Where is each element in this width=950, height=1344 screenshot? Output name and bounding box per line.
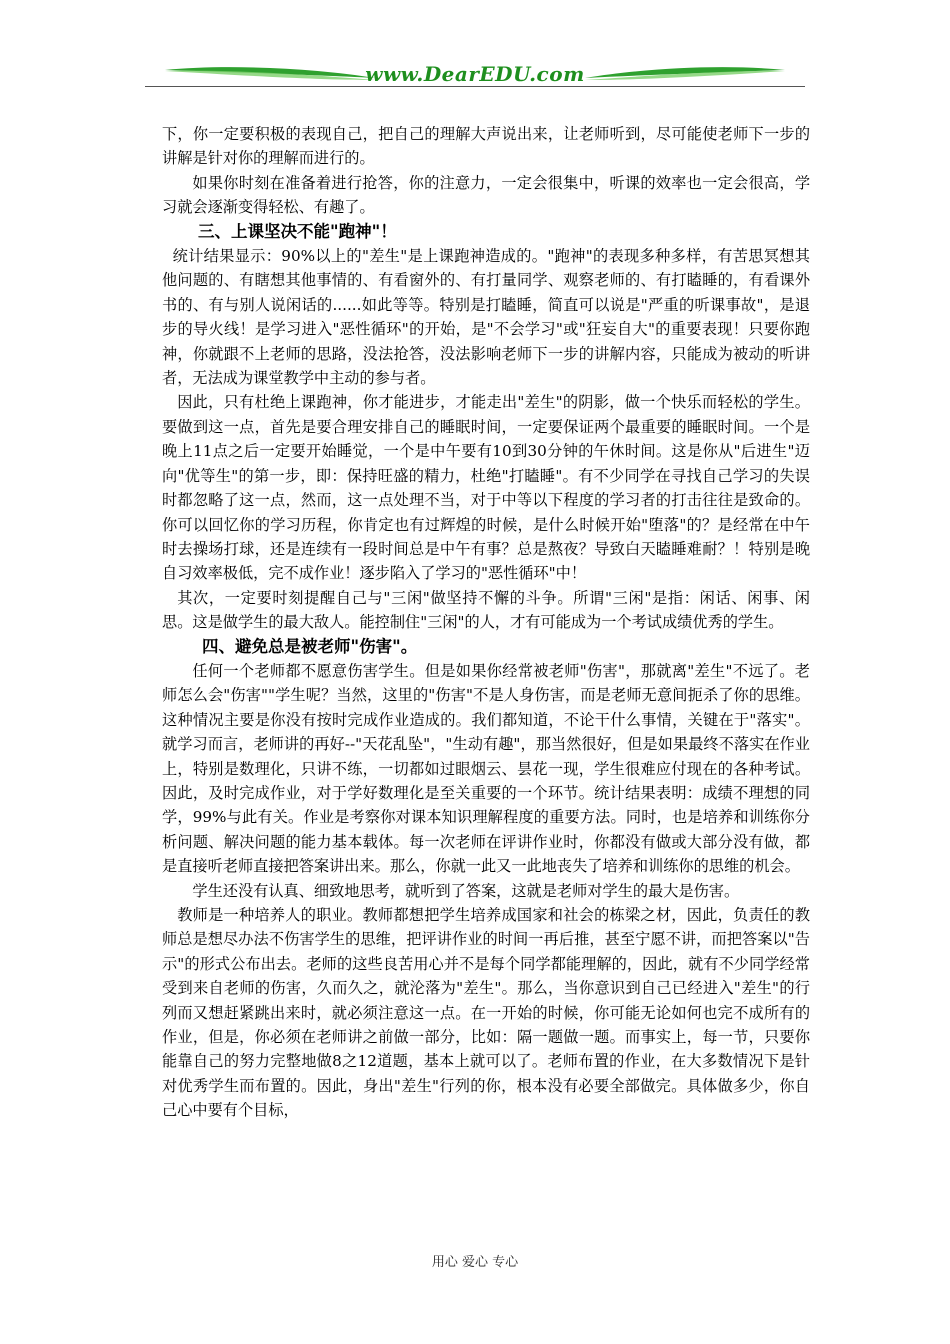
paragraph-5: 其次，一定要时刻提醒自己与"三闲"做坚持不懈的斗争。所谓"三闲"是指：闲话、闲事、闲思。这是做学生的最大敌人。能控制住"三闲"的人，才有可能成为一个考试成绩优秀的学生。 — [162, 588, 810, 632]
article-body — [162, 122, 810, 1123]
site-logo-text: www.DearEDU.com — [365, 62, 585, 86]
paragraph-1: 下，你一定要积极的表现自己，把自己的理解大声说出来，让老师听到，尽可能使老师下一步的讲解是针对你的理解而进行的。 — [162, 125, 810, 168]
section-heading-3: 三、上课坚决不能"跑神"！ — [198, 221, 397, 241]
paragraph-6: 任何一个老师都不愿意伤害学生。但是如果你经常被老师"伤害"，那就离"差生"不远了。老师怎么会"伤害""学生呢？当然，这里的"伤害"不是人身伤害，而是老师无意间扼杀了你的思维。这种情况主要是你没有按时完成作业造成的。我们都知道，不论干什么事情，关键在于"落实"。就学习而言，老师讲的再好--"天花乱坠"，"生动有趣"，那当然很好，但是如果最终不落实在作业上，特别是数理化，只讲不练，一切都如过眼烟云、昙花一现，学生很难应付现在的各种考试。因此，及时完成作业，对于学好数理化是至关重要的一个环节。统计结果表明：成绩不理想的同学，99%与此有关。作业是考察你对课本知识理解程度的重要方法。同时，也是培养和训练你分析问题、解决问题的能力基本载体。每一次老师在评讲作业时，你都没有做或大部分没有做，都是直接听老师直接把答案讲出来。那么，你就一此又一此地丧失了培养和训练你的思维的机会。 — [162, 661, 810, 876]
paragraph-8: 教师是一种培养人的职业。教师都想把学生培养成国家和社会的栋梁之材，因此，负责任的教师总是想尽办法不伤害学生的思维，把评讲作业的时间一再后推，甚至宁愿不讲，而把答案以"告示"的形式公布出去。老师的这些良苦用心并不是每个同学都能理解的，因此，就有不少同学经常受到来自老师的伤害，久而久之，就沦落为"差生"。那么，当你意识到自己已经进入"差生"的行列而又想赶紧跳出来时，就必须注意这一点。在一开始的时候，你可能无论如何也完不成所有的作业，但是，你必须在老师讲之前做一部分，比如：隔一题做一题。而事实上，每一节，只要你能靠自己的努力完整地做8之12道题，基本上就可以了。老师布置的作业，在大多数情况下是针对优秀学生而布置的。因此，身出"差生"行列的你，根本没有必要全部做完。具体做多少，你自己心中要有个目标， — [162, 906, 810, 1120]
section-heading-4: 四、避免总是被老师"伤害"。 — [202, 636, 418, 656]
paragraph-7: 学生还没有认真、细致地思考，就听到了答案，这就是老师对学生的最大是伤害。 — [192, 881, 740, 900]
header-divider — [145, 86, 805, 87]
paragraph-2: 如果你时刻在准备着进行抢答，你的注意力，一定会很集中，听课的效率也一定会很高，学习就会逐渐变得轻松、有趣了。 — [162, 173, 810, 217]
paragraph-4: 因此，只有杜绝上课跑神，你才能进步，才能走出"差生"的阴影，做一个快乐而轻松的学生。要做到这一点，首先是要合理安排自己的睡眠时间，一定要保证两个最重要的睡眠时间。一个是晚上11点之后一定要开始睡觉，一个是中午要有10到30分钟的午休时间。这是你从"后进生"迈向"优等生"的第一步，即：保持旺盛的精力，杜绝"打瞌睡"。有不少同学在寻找自己学习的失误时都忽略了这一点，然而，这一点处理不当，对于中等以下程度的学习者的打击往往是致命的。你可以回忆你的学习历程，你肯定也有过辉煌的时候，是什么时候开始"堕落"的？是经常在中午时去操场打球，还是连续有一段时间总是中午有事？总是熬夜？导致白天瞌睡难耐？！特别是晚自习效率极低，完不成作业！逐步陷入了学习的"恶性循环"中！ — [162, 393, 810, 583]
page-footer: 用心 爱心 专心 — [431, 1255, 519, 1270]
paragraph-3: 统计结果显示：90%以上的"差生"是上课跑神造成的。"跑神"的表现多种多样，有苦思冥想其他问题的、有瞎想其他事情的、有看窗外的、有打量同学、观察老师的、有打瞌睡的，有看课外书的、有与别人说闲话的......如此等等。特别是打瞌睡，简直可以说是"严重的听课事故"，是退步的导火线！是学习进入"恶性循环"的开始，是"不会学习"或"狂妄自大"的重要表现！只要你跑神，你就跟不上老师的思路，没法抢答，没法影响老师下一步的讲解内容，只能成为被动的听讲者，无法成为课堂教学中主动的参与者。 — [162, 247, 810, 388]
